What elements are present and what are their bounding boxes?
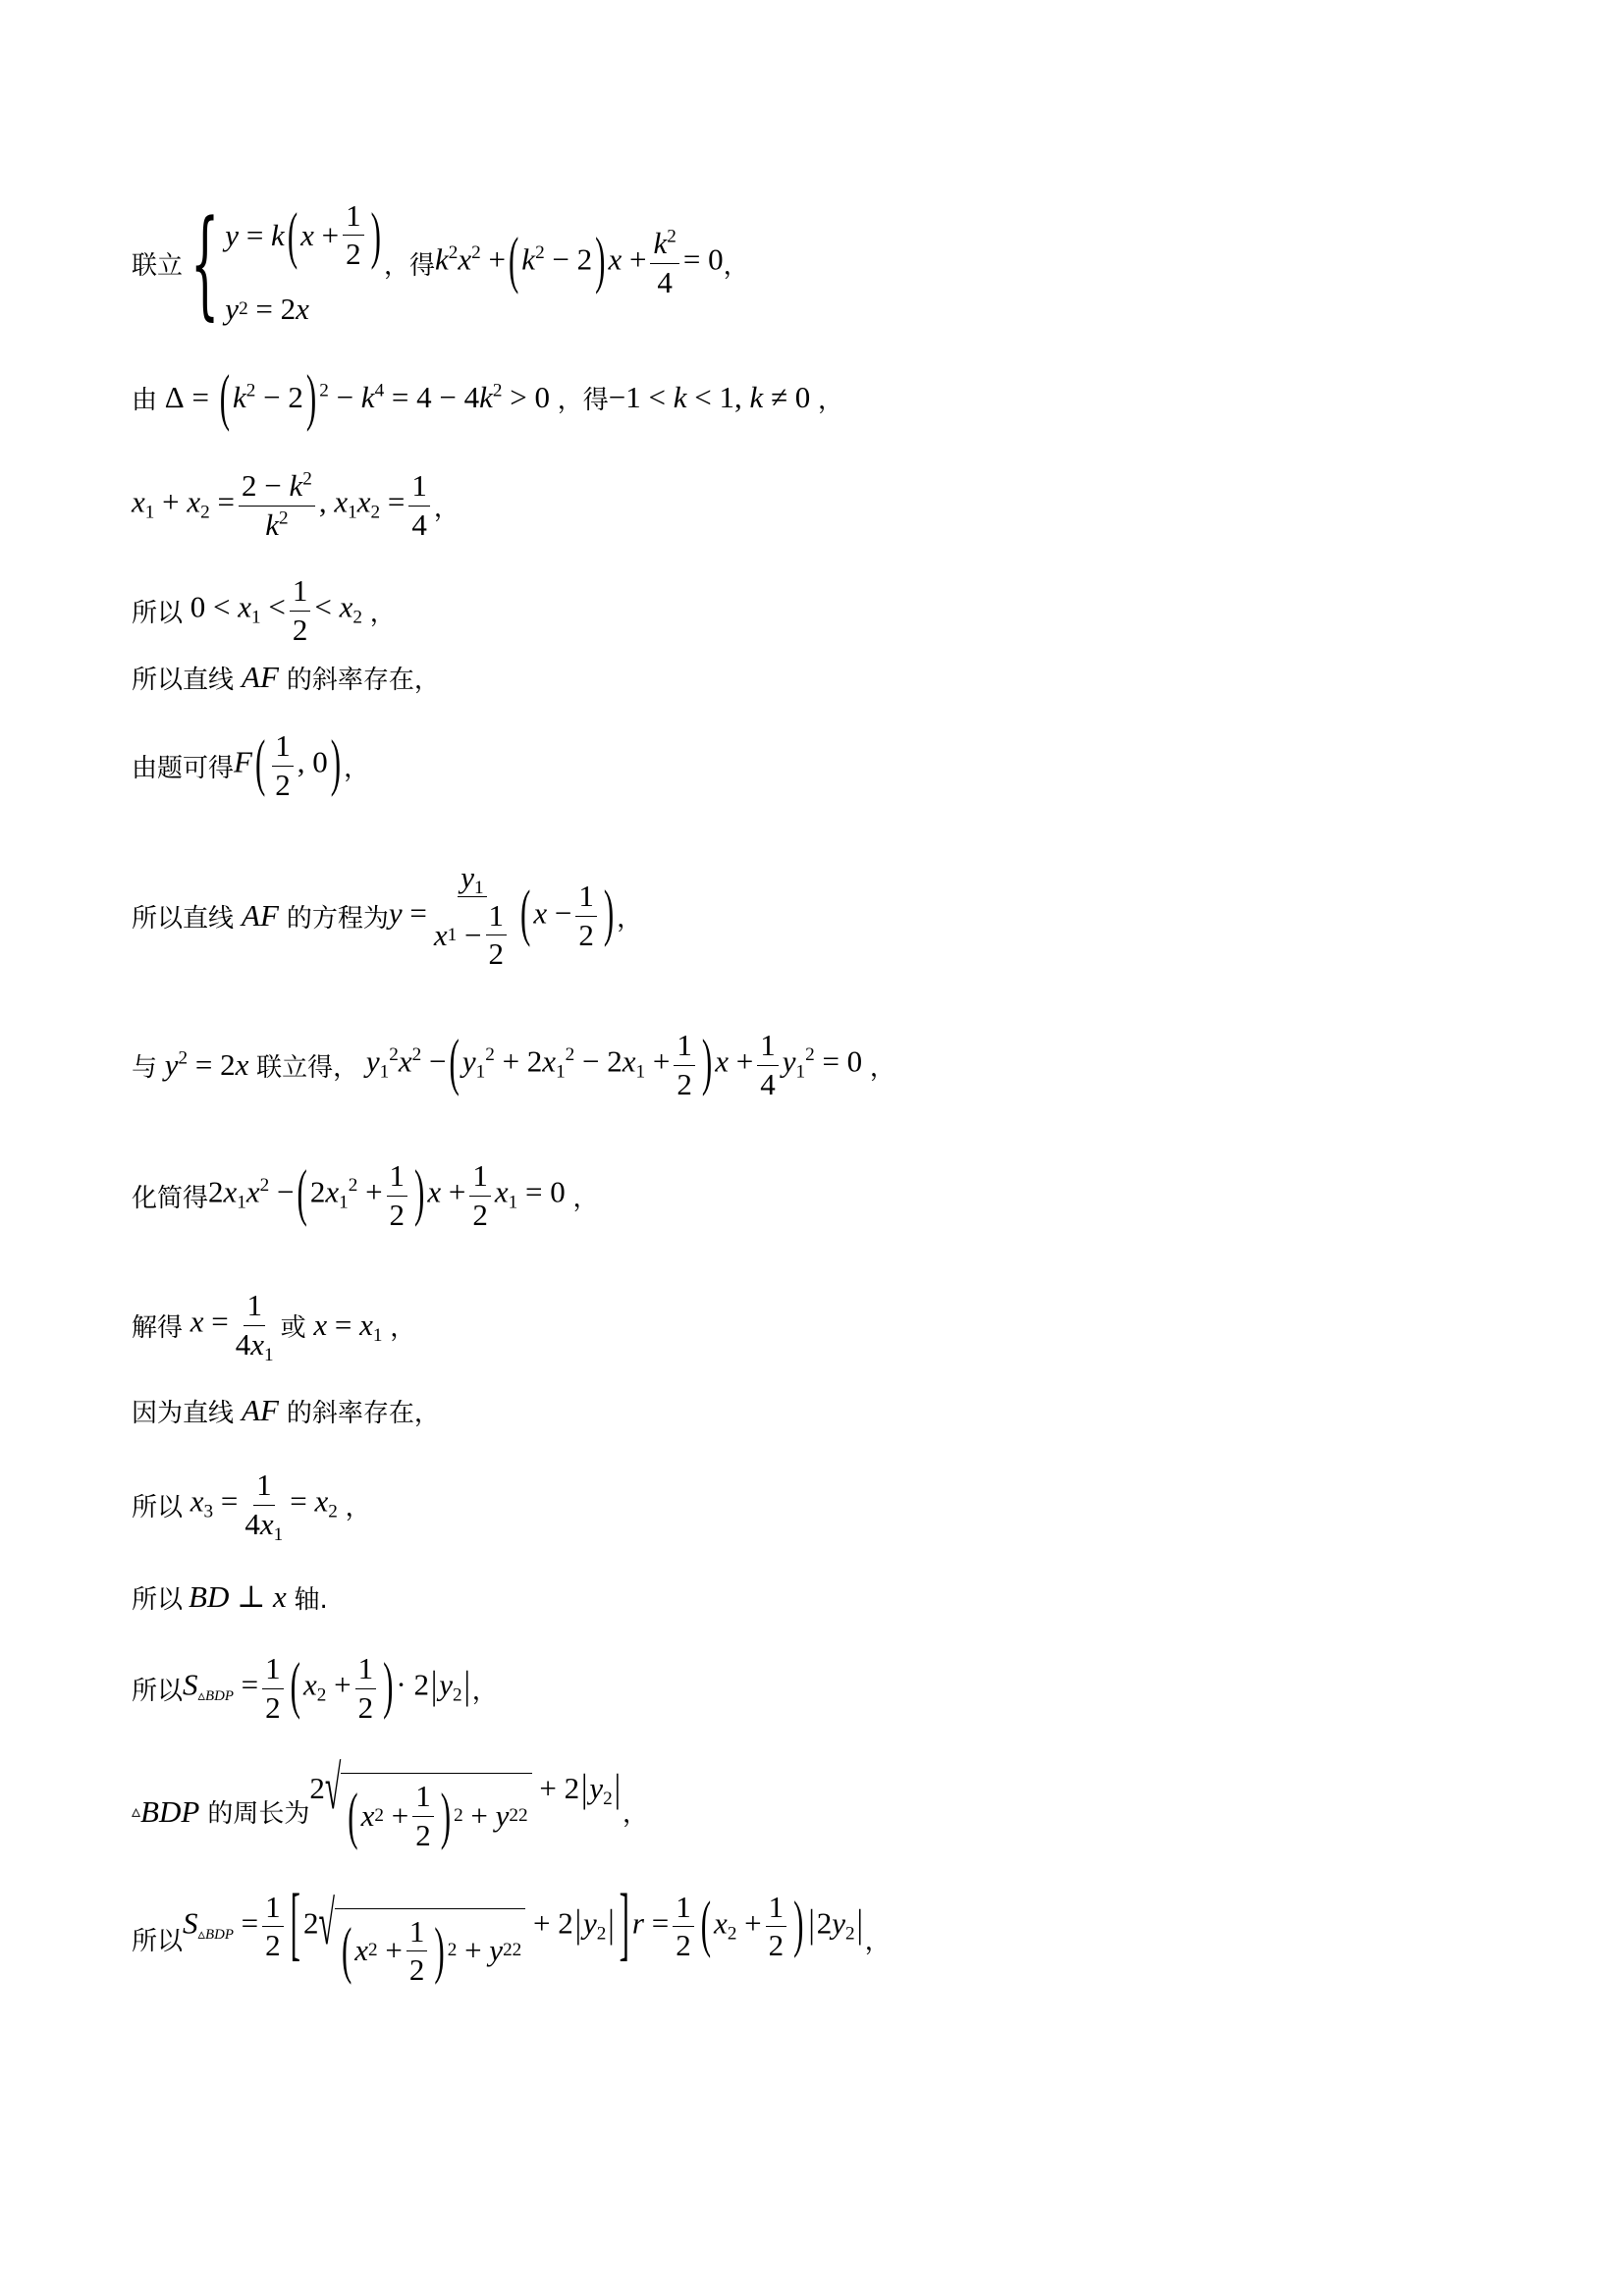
perimeter-formula: 2 √ ( x 2 + $\frac{1}{2}$ ) 2 + y 2 2 + $2|y_2|$ — [309, 1754, 621, 1852]
simplified-equation: $2x_1x^2 -(2x_1^2$ + $\frac{1}{2}$ )x + $\frac{1}{2}$ $x_1 = 0$ — [208, 1155, 573, 1232]
equation-line-9: 化简得 $2x_1x^2 -(2x_1^2$ + $\frac{1}{2}$ )x + $\frac{1}{2}$ $x_1 = 0$ ， — [132, 1155, 599, 1232]
text-de: ，得 — [383, 250, 435, 281]
equation-line-2: 由 $\Delta = (k^2 - 2) ^2 - k^4 = 4 - 4k^2 > 0$ ，得 −1 < k < 1, k ≠ 0 ， — [132, 360, 844, 433]
line-af-equation: y = $y_1$ x 1 − $\frac{1}{2}$ (x − $\frac{1}{2}$ ) — [388, 859, 615, 972]
k-range: −1 < k < 1, k ≠ 0 — [608, 380, 819, 414]
equation-line-13: 所以 BD ⊥ x 轴. — [132, 1579, 328, 1615]
x3-equals-x2: $x_3$ = $\frac{1}{4x_1}$ = $x_2$ — [189, 1468, 338, 1545]
text-lianli: 联立 — [132, 250, 184, 281]
equation-line-6: 由题可得 F( $\frac{1}{2}$ , 0) ， — [132, 725, 370, 802]
equation-line-4: 所以 $0 < x_1$ < $\frac{1}{2}$ < $x_2$ ， — [132, 573, 396, 647]
parabola-equation: $y^2 = 2x$ — [164, 1047, 249, 1082]
area-inradius-equation: S▵BDP = $\frac{1}{2}$ [2 √ ( x 2 + $\frac{1}{2}$ ) 2 + y 2 2 + $2|y_2|$ ]r = $\frac{1}{2}$ ($x_2$ + $\frac{1}{2}$ ) $|2y_2|$ — [183, 1876, 863, 1987]
equation-line-11: 因为直线 AF 的斜率存在， — [132, 1393, 440, 1428]
equation-line-10: 解得 x = $\frac{1}{4x_1}$ 或 $x = x_1$ ， — [132, 1288, 416, 1365]
equation-line-15: ▵ BDP 的周长为 2 √ ( x 2 + $\frac{1}{2}$ ) 2 + y 2 2 + $2|y_2|$ ， — [132, 1754, 648, 1852]
perpendicular-x-axis: ⊥ x — [229, 1579, 287, 1614]
equation-line-3: $x_1 + x_2$ = $\frac{2 - k^2}{k^2}$ , $x_1x_2$ = $\frac{1}{4}$ ， — [132, 468, 460, 542]
vieta-formulas: $x_1 + x_2$ = $\frac{2 - k^2}{k^2}$ , $x_1x_2$ = $\frac{1}{4}$ — [132, 469, 434, 541]
substituted-equation: $y_1^2x^2 -(y_1^2 + 2x_1^2 - 2x_1$ + $\frac{1}{2}$ )x + $\frac{1}{4}$ $y_1^2 = 0$ — [365, 1025, 870, 1101]
equation-line-14: 所以 S▵BDP = $\frac{1}{2}$ ($x_2$ + $\frac{1}{2}$ )· $2|y_2|$ ， — [132, 1648, 498, 1725]
equation-line-8: 与 $y^2 = 2x$ 联立得， $y_1^2x^2 -(y_1^2 + 2x_1^2 - 2x_1$ + $\frac{1}{2}$ )x + $\frac{1}{4}$ $y_1^2 = 0$ ， — [132, 1025, 895, 1101]
inequality-x1-x2: $0 < x_1$ < $\frac{1}{2}$ < $x_2$ — [183, 573, 362, 647]
system-brace: { — [190, 193, 220, 333]
focus-point: F( $\frac{1}{2}$ , 0) — [234, 725, 342, 802]
discriminant: $\Delta = (k^2 - 2) ^2 - k^4 = 4 - 4k^2 > 0$ — [157, 360, 558, 433]
equation-line-5: 所以直线 AF 的斜率存在， — [132, 660, 440, 695]
solution-x: x = $\frac{1}{4x_1}$ — [189, 1288, 274, 1365]
triangle-symbol: ▵ — [132, 1801, 141, 1821]
solution-x-alt: $x = x_1$ — [313, 1308, 383, 1346]
equation-line-16: 所以 S▵BDP = $\frac{1}{2}$ [2 √ ( x 2 + $\frac{1}{2}$ ) 2 + y 2 2 + $2|y_2|$ ]r = $\frac{1}{2}$ ($x_2$ + $\frac{1}{2}$ ) $|2y_2|$ ， — [132, 1876, 891, 1987]
quadratic-equation: $k^2x^2 +(k^2 - 2)x$ + $\frac{k^2}{4}$ = 0 — [434, 223, 724, 299]
equation-line-12: 所以 $x_3$ = $\frac{1}{4x_1}$ = $x_2$ ， — [132, 1468, 371, 1545]
equation-line-7: 所以直线 AF 的方程为 y = $y_1$ x 1 − $\frac{1}{2}$ (x − $\frac{1}{2}$ ) ， — [132, 859, 643, 972]
area-formula: S▵BDP = $\frac{1}{2}$ ($x_2$ + $\frac{1}{2}$ )· $2|y_2|$ — [183, 1648, 470, 1725]
equation-system: y = k ( x + $\frac{1}{2}$ ) y 2 = 2 x — [225, 197, 381, 326]
equation-line-1: 联立 { y = k ( x + $\frac{1}{2}$ ) y 2 = 2 x ，得 $k^2x^2 +(k^2 - 2)x$ + $\frac{k^2}{4}$ = 0 ， — [132, 193, 749, 333]
